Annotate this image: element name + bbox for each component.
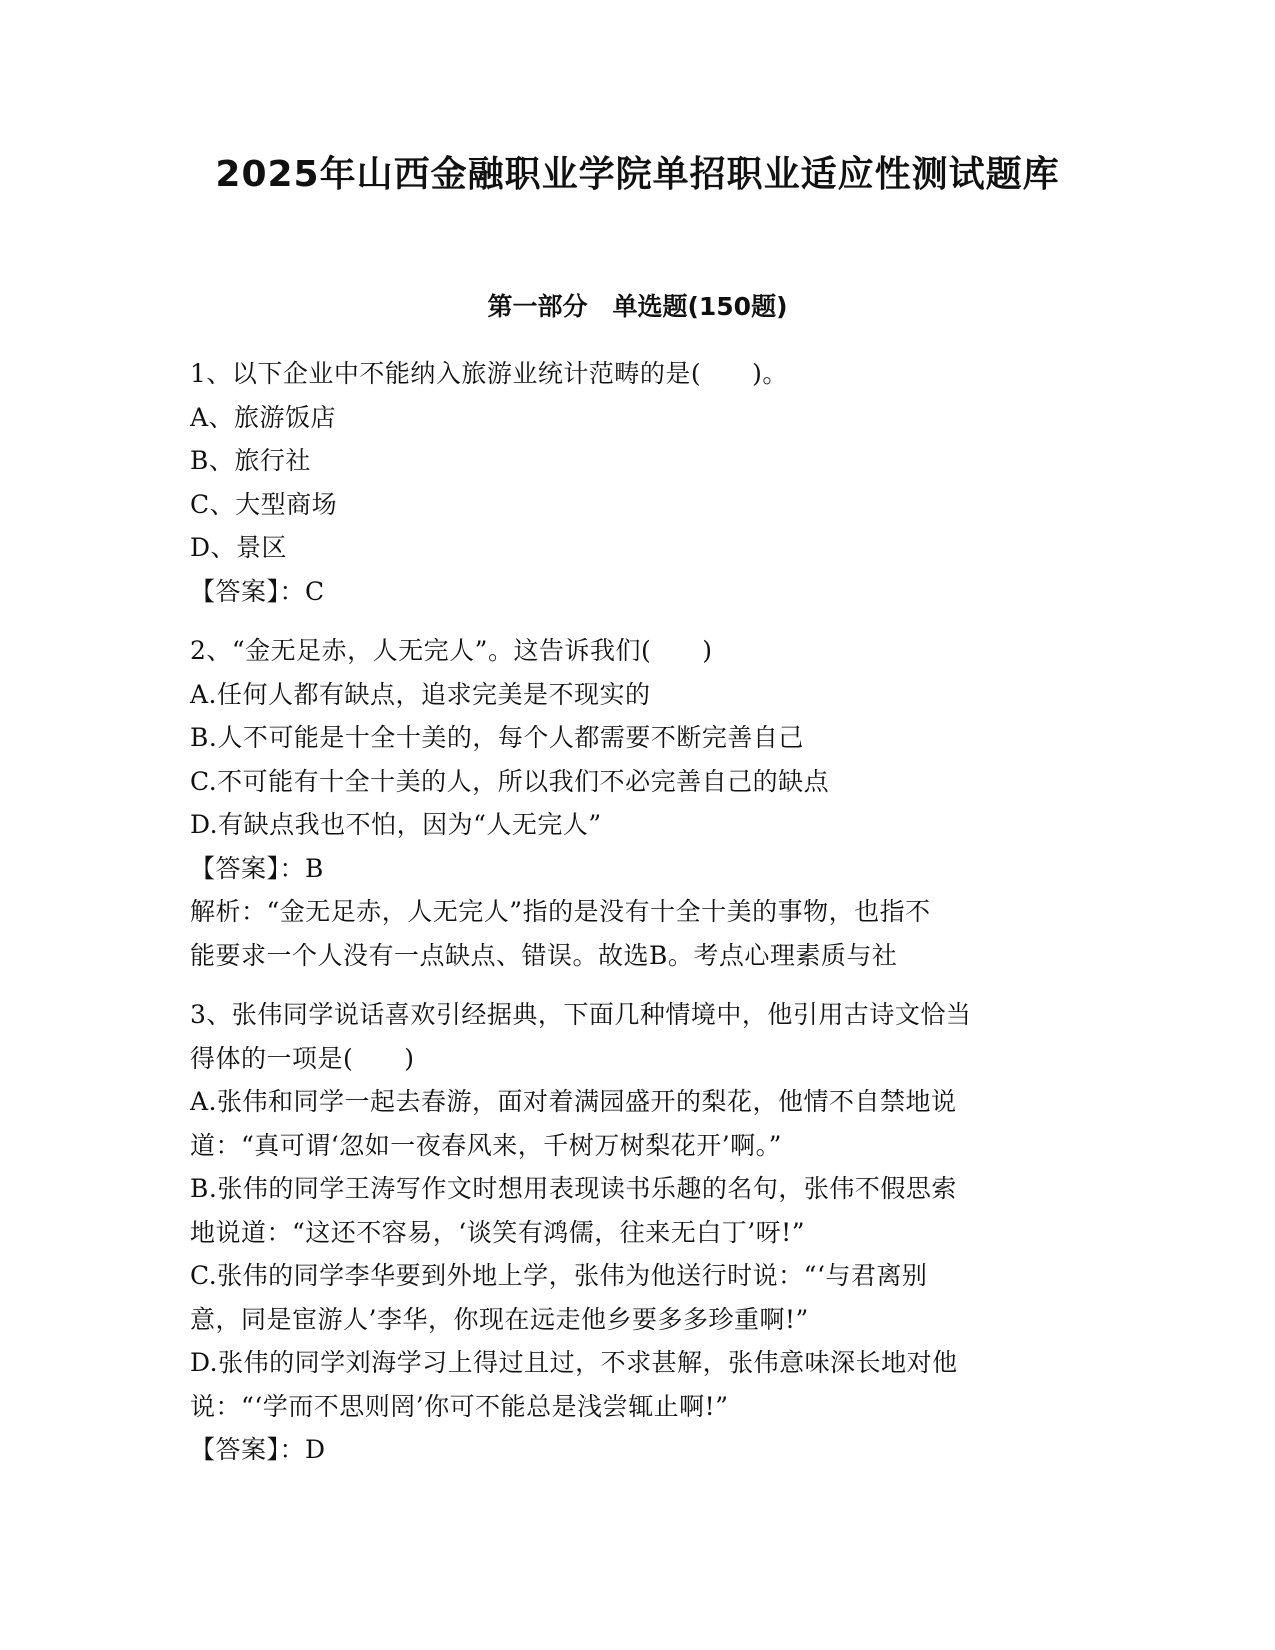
option-c-line-1: C.张伟的同学李华要到外地上学，张伟为他送行时说：“‘与君离别	[190, 1261, 928, 1290]
document-title: 2025年山西金融职业学院单招职业适应性测试题库	[215, 154, 1060, 195]
answer-line	[190, 570, 1090, 614]
answer-separator: ：	[279, 853, 306, 883]
question-list	[190, 352, 1090, 1472]
analysis-line-1: 解析：“金无足赤，人无完人”指的是没有十全十美的事物，也指不	[190, 897, 931, 926]
answer-value: C	[305, 576, 325, 606]
option-c: C、大型商场	[190, 489, 338, 519]
option-a: A、旅游饭店	[190, 402, 337, 432]
answer-value: B	[305, 853, 324, 883]
option-c-line-2: 意，同是宦游人’李华，你现在远走他乡要多多珍重啊!”	[190, 1304, 809, 1334]
option-d-line-1: D.张伟的同学刘海学习上得过且过，不求甚解，张伟意味深长地对他	[190, 1348, 958, 1377]
option-b: B.人不可能是十全十美的，每个人都需要不断完善自己	[190, 723, 804, 752]
question-stem-line-2: 得体的一项是( )	[190, 1043, 415, 1073]
answer-separator: ：	[279, 576, 306, 606]
question-2	[190, 629, 1090, 977]
option-d-line-2: 说：“‘学而不思则罔’你可不能总是浅尝辄止啊!”	[190, 1391, 729, 1421]
answer-separator: ：	[279, 1435, 306, 1464]
section-title: 第一部分 单选题(150题)	[487, 292, 788, 321]
question-stem: 1、以下企业中不能纳入旅游业统计范畴的是( )。	[190, 359, 788, 388]
option-a: A.任何人都有缺点，追求完美是不现实的	[190, 679, 651, 709]
answer-line	[190, 847, 1090, 891]
option-d: D.有缺点我也不怕，因为“人无完人”	[190, 810, 602, 839]
answer-value: D	[305, 1435, 326, 1464]
question-1	[190, 352, 1090, 613]
option-a-line-1: A.张伟和同学一起去春游，面对着满园盛开的梨花，他情不自禁地说	[190, 1087, 957, 1116]
question-stem: 2、“金无足赤，人无完人”。这告诉我们( )	[190, 636, 713, 665]
option-c: C.不可能有十全十美的人，所以我们不必完善自己的缺点	[190, 766, 830, 796]
question-stem-line-1: 3、张伟同学说话喜欢引经据典，下面几种情境中，他引用古诗文恰当	[190, 1000, 972, 1029]
option-b-line-2: 地说道：“这还不容易，‘谈笑有鸿儒，往来无白丁’呀!”	[190, 1217, 806, 1247]
answer-label: 【答案】	[190, 576, 280, 606]
analysis-line-2: 能要求一个人没有一点缺点、错误。故选B。考点心理素质与社	[190, 940, 898, 970]
option-a-line-2: 道：“真可谓‘忽如一夜春风来，千树万树梨花开’啊。”	[190, 1130, 782, 1160]
answer-label: 【答案】	[190, 853, 280, 883]
question-3	[190, 993, 1090, 1472]
option-d: D、景区	[190, 533, 288, 562]
answer-line	[190, 1428, 1090, 1472]
option-b: B、旅行社	[190, 446, 311, 475]
option-b-line-1: B.张伟的同学王涛写作文时想用表现读书乐趣的名句，张伟不假思索	[190, 1174, 957, 1203]
answer-label: 【答案】	[190, 1435, 280, 1464]
